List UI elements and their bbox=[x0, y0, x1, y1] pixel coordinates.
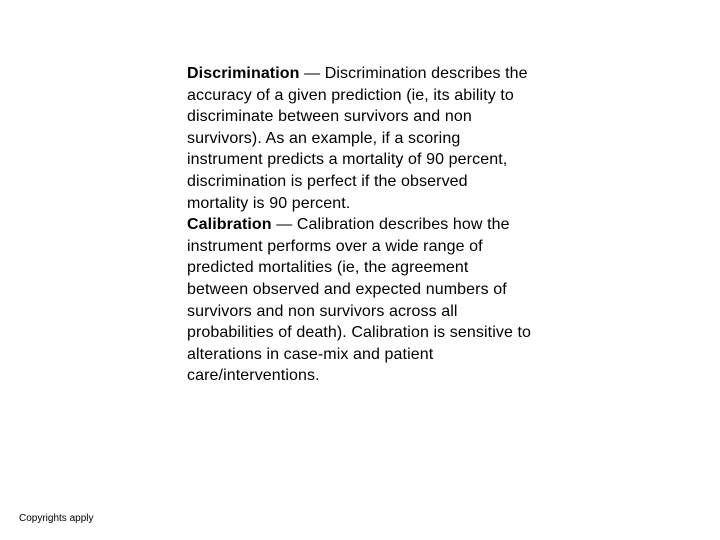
definition-separator: — bbox=[271, 216, 297, 234]
copyright-footer: Copyrights apply bbox=[19, 513, 94, 524]
definition-separator: — bbox=[299, 65, 325, 82]
definition-text: Calibration describes how the instrument performs over a wide range of predicted mortalities (ie, the agreement between observed and expected numbers of survivors and non survivors across all probabilities of death). Calibration is sensitive to alterations in case-mix and patient care/interventions. bbox=[187, 216, 532, 385]
definition-term: Discrimination bbox=[187, 65, 300, 82]
definition-text: Discrimination describes the accuracy of a given prediction (ie, its ability to discriminate between survivors and non survivors). As an example, if a scoring instrument predicts a mortality of 90 percent, discrimination is perfect if the observed mortality is 90 percent. bbox=[187, 65, 528, 212]
definitions-text-block bbox=[187, 63, 532, 387]
definition-term: Calibration bbox=[187, 216, 272, 234]
definition-calibration bbox=[187, 214, 532, 387]
definition-discrimination bbox=[187, 63, 532, 214]
